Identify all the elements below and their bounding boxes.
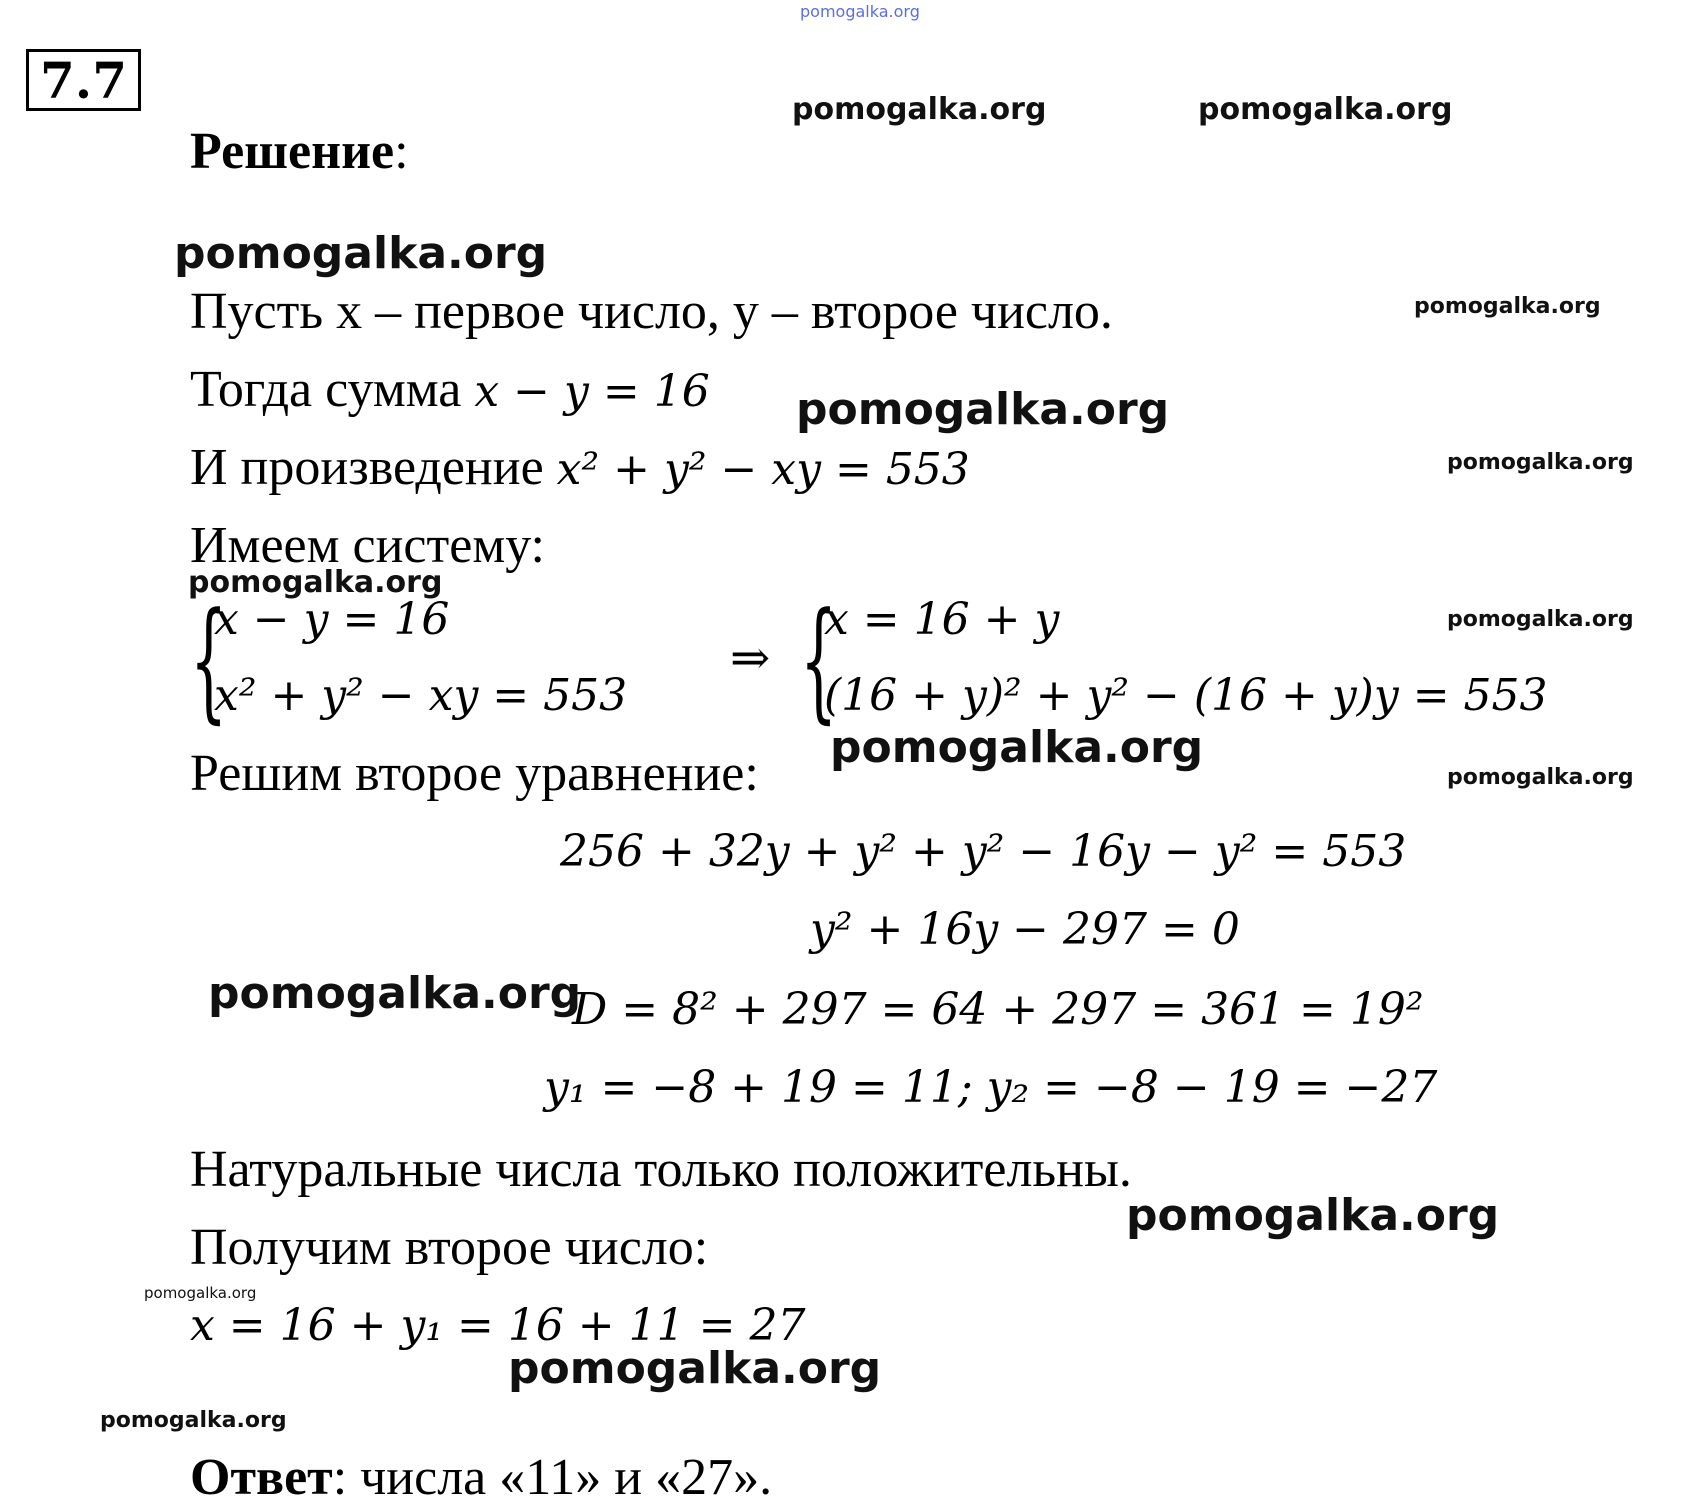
watermark: pomogalka.org: [830, 722, 1204, 773]
equation-1: 256 + 32y + y² + y² − 16y − y² = 553: [560, 826, 1407, 877]
implies-symbol: ⇒: [730, 630, 771, 686]
let-line: Пусть x – первое число, y – второе число.: [190, 283, 1113, 340]
system-right-eq2: (16 + y)² + y² − (16 + y)y = 553: [824, 670, 1548, 721]
watermark: pomogalka.org: [1198, 92, 1453, 127]
watermark: pomogalka.org: [208, 968, 582, 1019]
watermark: pomogalka.org: [188, 565, 443, 600]
solution-heading-colon: :: [394, 123, 409, 180]
watermark: pomogalka.org: [1447, 607, 1634, 632]
sum-expr: x − y = 16: [474, 366, 710, 417]
watermark: pomogalka.org: [1447, 450, 1634, 475]
sum-label: Тогда сумма: [190, 361, 475, 418]
answer-line: [190, 1448, 772, 1508]
left-brace: {: [190, 584, 228, 736]
watermark: pomogalka.org: [174, 228, 548, 279]
watermark: pomogalka.org: [508, 1343, 882, 1394]
watermark: pomogalka.org: [144, 1284, 257, 1302]
solve-label: Решим второе уравнение:: [190, 745, 759, 802]
product-label: И произведение: [190, 439, 557, 496]
system-label: Имеем систему:: [190, 517, 545, 574]
solution-heading-bold: Решение: [190, 123, 395, 180]
watermark: pomogalka.org: [796, 384, 1170, 435]
watermark-top: pomogalka.org: [800, 2, 920, 21]
watermark: pomogalka.org: [1126, 1190, 1500, 1241]
equation-2: y² + 16y − 297 = 0: [810, 904, 1240, 955]
sum-line: [190, 360, 710, 422]
product-expr: x² + y² − xy = 553: [556, 444, 970, 495]
right-brace: {: [800, 584, 838, 736]
watermark: pomogalka.org: [1414, 294, 1601, 319]
equation-5: x = 16 + y₁ = 16 + 11 = 27: [190, 1300, 806, 1351]
answer-bold: Ответ: [190, 1449, 333, 1506]
discriminant-line: D = 8² + 297 = 64 + 297 = 361 = 19²: [572, 984, 1424, 1035]
system-left-eq1: x − y = 16: [214, 594, 450, 645]
answer-tail: : числа «11» и «27».: [332, 1449, 773, 1506]
task-number-box: 7.7: [26, 49, 141, 111]
product-line: [190, 438, 970, 500]
solution-heading: [190, 122, 409, 182]
roots-line: y₁ = −8 + 19 = 11; y₂ = −8 − 19 = −27: [544, 1062, 1438, 1113]
watermark: pomogalka.org: [792, 92, 1047, 127]
watermark: pomogalka.org: [1447, 765, 1634, 790]
system-right-eq1: x = 16 + y: [824, 594, 1060, 645]
second-number-label: Получим второе число:: [190, 1219, 709, 1276]
watermark: pomogalka.org: [100, 1408, 287, 1433]
system-left-eq2: x² + y² − xy = 553: [214, 670, 628, 721]
natural-line: Натуральные числа только положительны.: [190, 1141, 1132, 1198]
